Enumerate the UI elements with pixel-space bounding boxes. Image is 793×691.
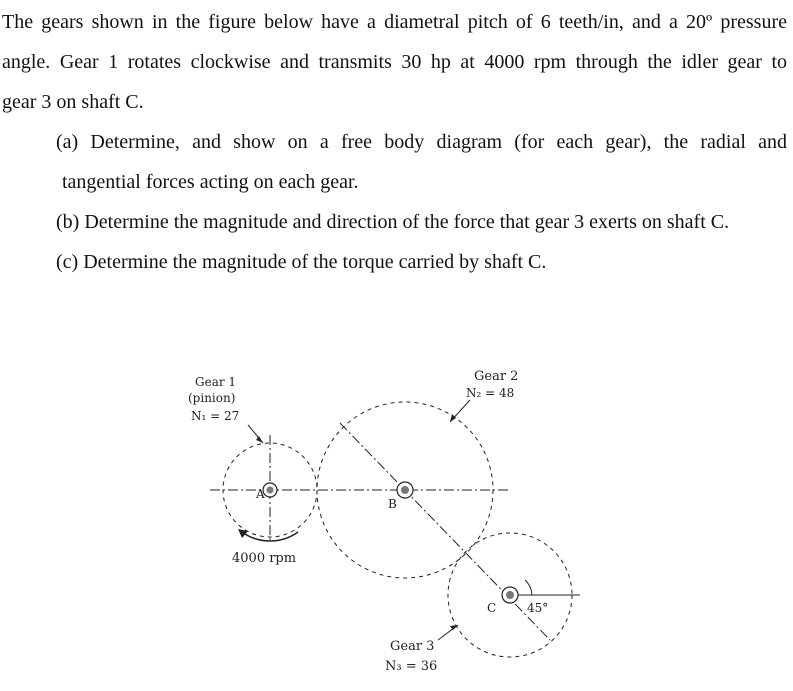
gear1-subtitle: (pinion) <box>188 391 236 405</box>
gear1-teeth: N₁ = 27 <box>191 409 240 423</box>
gear-train-diagram <box>160 340 620 680</box>
part-a-line-2: tangential forces acting on each gear. <box>62 171 359 193</box>
gear1-speed: 4000 rpm <box>232 551 297 566</box>
gear1-title: Gear 1 <box>195 375 237 389</box>
part-b-line-1: (b) Determine the magnitude and direction of the force that gear 3 exerts on shaft C. <box>56 211 730 233</box>
gear-train-figure <box>160 340 620 680</box>
gear3-center-label: C <box>487 601 497 615</box>
intro-line-2: angle. Gear 1 rotates clockwise and transmits 30 hp at 4000 rpm through the idler gear to <box>2 51 787 73</box>
intro-line-3: gear 3 on shaft C. <box>2 91 144 113</box>
part-c <box>56 242 787 282</box>
problem-intro <box>2 2 787 122</box>
part-a <box>56 122 787 202</box>
part-c-line-1: (c) Determine the magnitude of the torque carried by shaft C. <box>56 251 547 273</box>
angle-arc-icon <box>525 580 532 595</box>
gear2-teeth: N₂ = 48 <box>466 386 515 400</box>
problem-statement <box>2 2 787 282</box>
gear1-center-label: A <box>256 487 265 501</box>
part-a-line-1: (a) Determine, and show on a free body diagram (for each gear), the radial and <box>56 131 787 153</box>
part-b <box>56 202 787 242</box>
intro-line-1: The gears shown in the figure below have a diametral pitch of 6 teeth/in, and a 20º pressure <box>2 11 787 33</box>
gear3-title: Gear 3 <box>390 639 435 654</box>
problem-parts <box>2 122 787 282</box>
gear2-title: Gear 2 <box>474 369 519 384</box>
gear2-center-label: B <box>388 497 397 511</box>
gear3-angle: 45° <box>527 601 549 615</box>
gear3-teeth: N₃ = 36 <box>385 659 438 674</box>
diagonal-centerline <box>340 423 550 640</box>
